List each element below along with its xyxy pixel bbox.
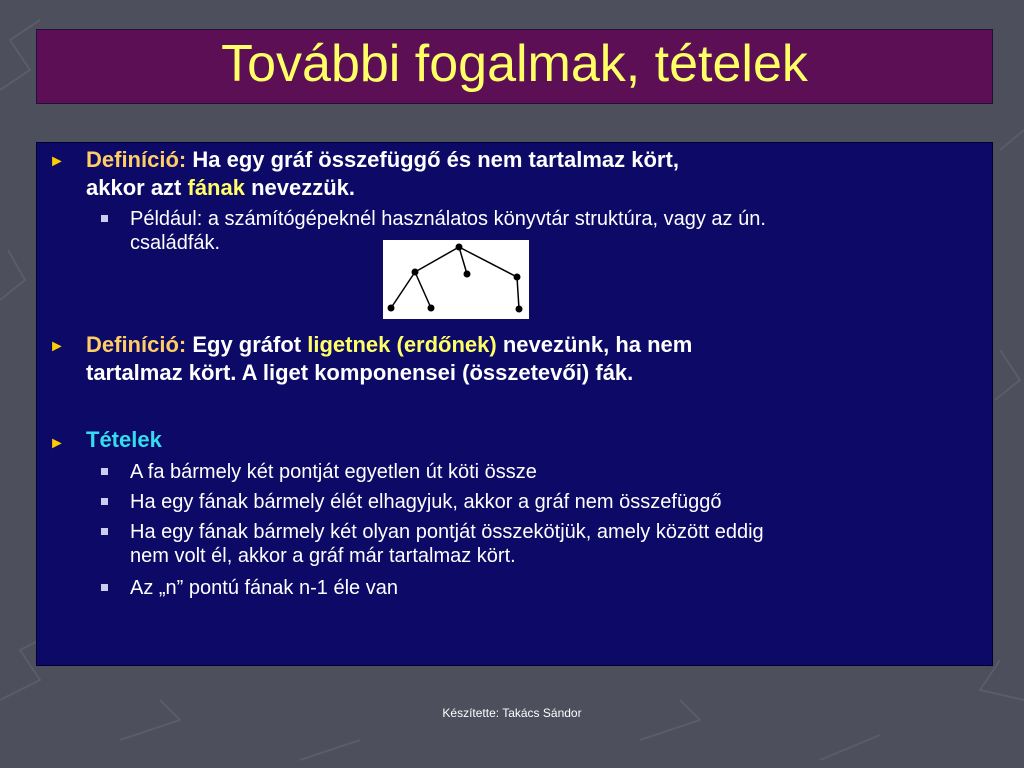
theorem-item [130, 460, 537, 484]
bullet-square-icon [101, 468, 108, 475]
title-bar [36, 29, 993, 104]
bullet-arrow-icon: ► [49, 435, 65, 452]
bullet-square-icon [101, 215, 108, 222]
theorem-line: A fa bármely két pontját egyetlen út köti össze [130, 461, 537, 483]
tree-graph-icon [383, 240, 529, 319]
bullet-arrow-icon: ► [49, 153, 65, 170]
theorem-line: Ha egy fának bármely két olyan pontját összekötjük, amely között eddig [130, 521, 764, 543]
content-box [36, 142, 993, 666]
definition-term: ligetnek (erdőnek) [307, 332, 497, 357]
theorems-heading: Tételek [86, 427, 162, 452]
definition-text: akkor azt [86, 175, 188, 200]
theorem-item [130, 576, 398, 600]
definition-text: nevezzük. [244, 175, 356, 200]
theorem-line: nem volt él, akkor a gráf már tartalmaz kört. [130, 545, 516, 567]
definition-label: Definíció: [86, 147, 187, 172]
theorem-line: Az „n” pontú fának n-1 éle van [130, 577, 398, 599]
tree-diagram [383, 240, 529, 319]
definition-text: tartalmaz kört. A liget komponensei (összetevői) fák. [86, 360, 634, 385]
definition-tree [86, 146, 679, 202]
slide-title: További fogalmak, tételek [221, 34, 808, 93]
bullet-square-icon [101, 528, 108, 535]
bullet-square-icon [101, 498, 108, 505]
example-line: családfák. [130, 232, 221, 254]
definition-text: nevezünk, ha nem [496, 332, 693, 357]
bullet-arrow-icon: ► [49, 338, 65, 355]
example-line: Például: a számítógépeknél használatos könyvtár struktúra, vagy az ún. [130, 208, 766, 230]
definition-text: Ha egy gráf összefüggő és nem tartalmaz kört, [186, 147, 679, 172]
theorem-item [130, 520, 764, 568]
definition-term: fának [187, 175, 245, 200]
definition-text: Egy gráfot [186, 332, 308, 357]
theorem-item [130, 490, 721, 514]
theorem-line: Ha egy fának bármely élét elhagyjuk, akkor a gráf nem összefüggő [130, 491, 722, 513]
bullet-square-icon [101, 584, 108, 591]
footer-author: Készítette: Takács Sándor [442, 706, 582, 720]
definition-forest [86, 331, 692, 387]
definition-label: Definíció: [86, 332, 187, 357]
